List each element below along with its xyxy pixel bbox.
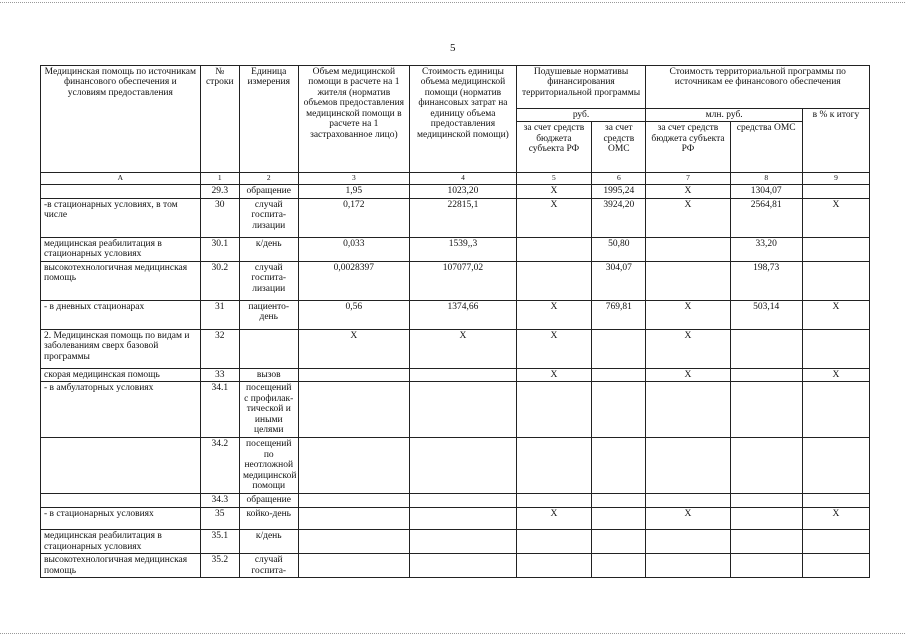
- table-cell: вызов: [239, 368, 298, 381]
- table-cell: 30.1: [200, 237, 239, 261]
- index-cell: А: [41, 173, 201, 185]
- table-row: [41, 382, 870, 438]
- table-cell: 34.1: [200, 382, 239, 438]
- table-cell: посещений с профилак-тической и иными целями: [239, 382, 298, 438]
- index-cell: 1: [200, 173, 239, 185]
- table-cell: [730, 494, 802, 508]
- table-cell: к/день: [239, 530, 298, 554]
- table-cell: [802, 261, 869, 300]
- table-row: [41, 237, 870, 261]
- table-cell: 32: [200, 329, 239, 368]
- table-cell: X: [516, 368, 592, 381]
- table-cell: [730, 508, 802, 530]
- table-cell: [730, 530, 802, 554]
- table-cell: 2564,81: [730, 198, 802, 237]
- financing-table: [40, 65, 870, 578]
- table-cell: 22815,1: [410, 198, 516, 237]
- table-cell: [592, 368, 646, 381]
- row-label-cell: медицинская реабилитация в стационарных условиях: [41, 530, 201, 554]
- table-cell: [592, 530, 646, 554]
- table-cell: 0,0028397: [298, 261, 410, 300]
- table-cell: [516, 494, 592, 508]
- table-cell: [298, 368, 410, 381]
- table-cell: 503,14: [730, 300, 802, 329]
- table-cell: [410, 554, 516, 578]
- table-cell: X: [802, 368, 869, 381]
- table-cell: [298, 494, 410, 508]
- table-cell: 3924,20: [592, 198, 646, 237]
- table-cell: [730, 329, 802, 368]
- table-row: [41, 329, 870, 368]
- header-program-cost: Стоимость территориальной программы по источникам ее финансового обеспечения: [646, 66, 870, 109]
- table-cell: 0,56: [298, 300, 410, 329]
- row-label-cell: -в стационарных условиях, в том числе: [41, 198, 201, 237]
- table-cell: койко-день: [239, 508, 298, 530]
- table-cell: [298, 382, 410, 438]
- table-cell: [802, 530, 869, 554]
- table-cell: 0,033: [298, 237, 410, 261]
- table-cell: [592, 494, 646, 508]
- header-col-1: № строки: [200, 66, 239, 173]
- table-cell: [802, 237, 869, 261]
- index-row: [41, 173, 870, 185]
- table-cell: X: [802, 508, 869, 530]
- table-cell: X: [516, 329, 592, 368]
- table-cell: 107077,02: [410, 261, 516, 300]
- row-label-cell: медицинская реабилитация в стационарных условиях: [41, 237, 201, 261]
- table-cell: [592, 438, 646, 494]
- table-cell: [410, 438, 516, 494]
- table-row: [41, 368, 870, 381]
- table-cell: [592, 554, 646, 578]
- header-col-3: Объем медицинской помощи в расчете на 1 жителя (норматив объемов предоставления медицинской помощи в расчете на 1 застрахованное лицо): [298, 66, 410, 173]
- table-cell: [516, 237, 592, 261]
- header-col-5: за счет средств бюджета субъекта РФ: [516, 122, 592, 173]
- table-cell: X: [516, 508, 592, 530]
- table-cell: X: [516, 185, 592, 198]
- table-cell: X: [646, 508, 730, 530]
- table-cell: X: [298, 329, 410, 368]
- table-cell: [646, 554, 730, 578]
- table-cell: [410, 382, 516, 438]
- table-cell: X: [516, 198, 592, 237]
- table-cell: к/день: [239, 237, 298, 261]
- row-label-cell: [41, 185, 201, 198]
- table-cell: случай госпита-лизации: [239, 198, 298, 237]
- table-cell: случай госпита-лизации: [239, 261, 298, 300]
- table-cell: [410, 508, 516, 530]
- table-cell: 1023,20: [410, 185, 516, 198]
- header-pct: в % к итогу: [802, 109, 869, 173]
- table-cell: [298, 438, 410, 494]
- table-cell: X: [516, 300, 592, 329]
- header-col-2: Единица измерения: [239, 66, 298, 173]
- table-cell: 33,20: [730, 237, 802, 261]
- table-cell: обращение: [239, 494, 298, 508]
- table-cell: [730, 382, 802, 438]
- table-cell: X: [646, 329, 730, 368]
- table-row: [41, 554, 870, 578]
- table-cell: 0,172: [298, 198, 410, 237]
- table-cell: 1,95: [298, 185, 410, 198]
- table-cell: 29.3: [200, 185, 239, 198]
- header-col-4: Стоимость единицы объема медицинской помощи (норматив финансовых затрат на единицу объема предоставления медицинской помощи): [410, 66, 516, 173]
- table-cell: [646, 261, 730, 300]
- table-cell: 1374,66: [410, 300, 516, 329]
- row-label-cell: высокотехнологичная медицинская помощь: [41, 261, 201, 300]
- table-row: [41, 508, 870, 530]
- table-row: [41, 261, 870, 300]
- table-cell: [802, 329, 869, 368]
- table-cell: 35.2: [200, 554, 239, 578]
- index-cell: 4: [410, 173, 516, 185]
- table-cell: 1304,07: [730, 185, 802, 198]
- row-label-cell: скорая медицинская помощь: [41, 368, 201, 381]
- table-cell: [646, 530, 730, 554]
- table-body: [41, 185, 870, 578]
- table-cell: [802, 382, 869, 438]
- table-cell: [410, 368, 516, 381]
- row-label-cell: высокотехнологичная медицинская помощь: [41, 554, 201, 578]
- table-cell: [298, 530, 410, 554]
- table-cell: [802, 494, 869, 508]
- index-cell: 3: [298, 173, 410, 185]
- table-cell: [516, 438, 592, 494]
- table-cell: [592, 508, 646, 530]
- table-row: [41, 530, 870, 554]
- table-cell: 769,81: [592, 300, 646, 329]
- table-cell: [646, 438, 730, 494]
- table-cell: 33: [200, 368, 239, 381]
- index-cell: 6: [592, 173, 646, 185]
- table-cell: [516, 530, 592, 554]
- table-cell: [516, 382, 592, 438]
- table-cell: [592, 382, 646, 438]
- table-cell: [516, 554, 592, 578]
- row-label-cell: - в дневных стационарах: [41, 300, 201, 329]
- header-col-6: за счет средств ОМС: [592, 122, 646, 173]
- table-cell: [298, 508, 410, 530]
- table-cell: [410, 494, 516, 508]
- index-cell: 5: [516, 173, 592, 185]
- table-cell: 31: [200, 300, 239, 329]
- table-cell: [646, 382, 730, 438]
- index-cell: 7: [646, 173, 730, 185]
- index-cell: 9: [802, 173, 869, 185]
- table-cell: X: [410, 329, 516, 368]
- table-cell: [646, 237, 730, 261]
- table-cell: 34.2: [200, 438, 239, 494]
- table-cell: [730, 368, 802, 381]
- index-cell: 2: [239, 173, 298, 185]
- table-cell: [646, 494, 730, 508]
- header-rub: руб.: [516, 109, 646, 122]
- table-row: [41, 300, 870, 329]
- table-cell: 30: [200, 198, 239, 237]
- table-cell: X: [646, 198, 730, 237]
- table-row: [41, 494, 870, 508]
- table-cell: 1995,24: [592, 185, 646, 198]
- header-col-8: средства ОМС: [730, 122, 802, 173]
- table-cell: X: [646, 300, 730, 329]
- table-cell: [802, 554, 869, 578]
- table-cell: [802, 438, 869, 494]
- row-label-cell: [41, 438, 201, 494]
- table-cell: пациенто-день: [239, 300, 298, 329]
- table-row: [41, 198, 870, 237]
- row-label-cell: - в стационарных условиях: [41, 508, 201, 530]
- header-col-a: Медицинская помощь по источникам финансового обеспечения и условиям предоставления: [41, 66, 201, 173]
- table-cell: посещений по неотложной медицинской помощи: [239, 438, 298, 494]
- table-cell: [730, 438, 802, 494]
- table-cell: X: [802, 300, 869, 329]
- table-cell: 35.1: [200, 530, 239, 554]
- table-cell: случай госпита-: [239, 554, 298, 578]
- header-mln-rub: млн. руб.: [646, 109, 802, 122]
- table-cell: X: [802, 198, 869, 237]
- table-cell: X: [646, 185, 730, 198]
- table-cell: [516, 261, 592, 300]
- table-row: [41, 438, 870, 494]
- header-row-1: [41, 66, 870, 109]
- table-cell: 30.2: [200, 261, 239, 300]
- table-cell: обращение: [239, 185, 298, 198]
- row-label-cell: [41, 494, 201, 508]
- table-cell: [298, 554, 410, 578]
- table-cell: 198,73: [730, 261, 802, 300]
- index-cell: 8: [730, 173, 802, 185]
- table-cell: [802, 185, 869, 198]
- table-cell: 35: [200, 508, 239, 530]
- row-label-cell: - в амбулаторных условиях: [41, 382, 201, 438]
- table-cell: [239, 329, 298, 368]
- page-number: 5: [450, 42, 456, 54]
- bottom-edge-line: [0, 633, 905, 634]
- table-cell: X: [646, 368, 730, 381]
- table-cell: [730, 554, 802, 578]
- header-col-7: за счет средств бюджета субъекта РФ: [646, 122, 730, 173]
- table-cell: [592, 329, 646, 368]
- top-edge-line: [0, 2, 905, 3]
- header-per-capita: Подушевые нормативы финансирования территориальной программы: [516, 66, 646, 109]
- table-cell: 1539,,3: [410, 237, 516, 261]
- table-row: [41, 185, 870, 198]
- table-cell: 304,07: [592, 261, 646, 300]
- table-cell: 34.3: [200, 494, 239, 508]
- row-label-cell: 2. Медицинская помощь по видам и заболеваниям сверх базовой программы: [41, 329, 201, 368]
- table-cell: [410, 530, 516, 554]
- table-cell: 50,80: [592, 237, 646, 261]
